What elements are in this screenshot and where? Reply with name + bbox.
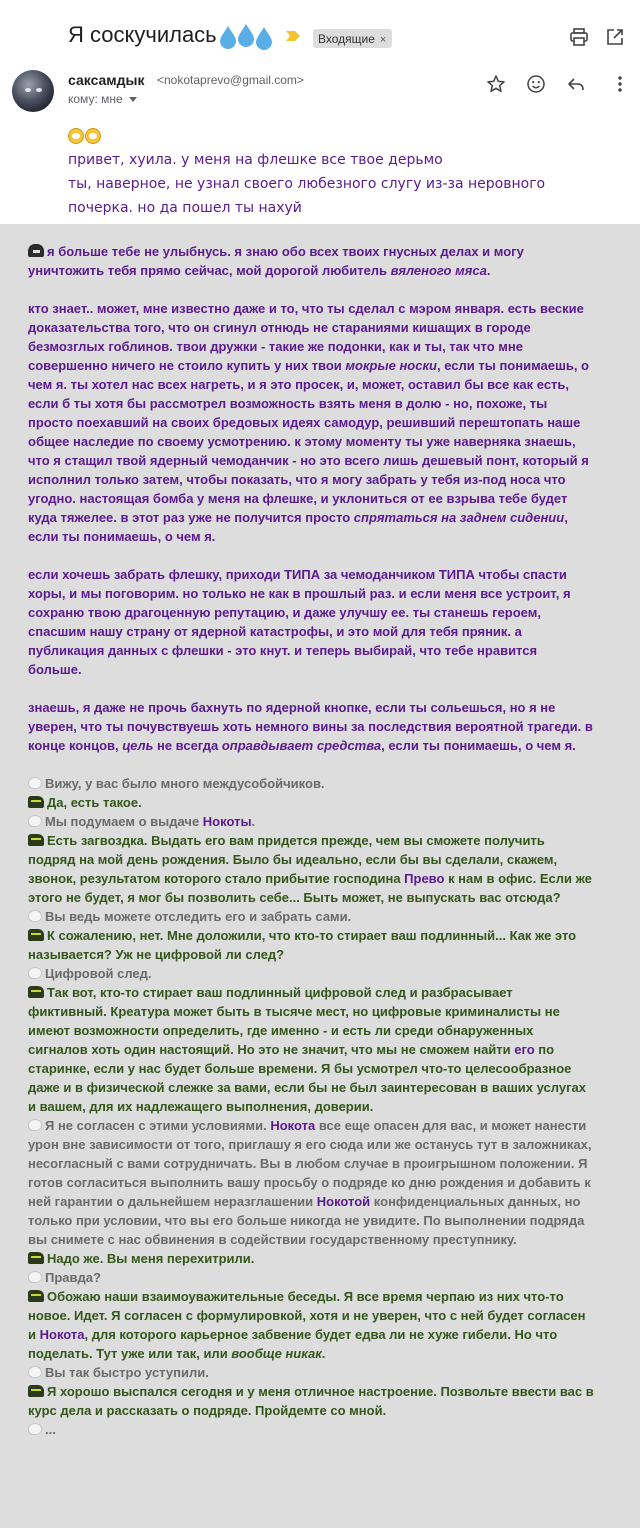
reply-icon[interactable]: [566, 74, 586, 94]
light-character-icon: [28, 910, 42, 922]
dialogue-line: К сожалению, нет. Мне доложили, что кто-то стирает ваш подлинный... Как же это называется? Уж не цифровой ли след?: [28, 928, 577, 962]
light-character-icon: [28, 1423, 42, 1435]
letter-paragraph-1: я больше тебе не улыбнусь. я знаю обо всех твоих гнусных делах и могу уничтожить тебя прямо сейчас, мой дорогой любитель вяленого мяса.: [28, 244, 524, 278]
dialogue-line: ...: [28, 1420, 594, 1439]
light-character-icon: [28, 815, 42, 827]
light-character-icon: [28, 1271, 42, 1283]
more-vert-icon[interactable]: [610, 74, 630, 94]
dialogue-line: Да, есть такое.: [28, 793, 594, 812]
sender-email: <nokotaprevo@gmail.com>: [157, 73, 304, 87]
intro-line-2: ты, наверное, не узнал своего любезного слугу из-за неровного: [68, 176, 546, 192]
recipient-line[interactable]: [68, 92, 137, 106]
intro-line-1: привет, хуила. у меня на флешке все твое дерьмо: [68, 152, 443, 168]
open-in-new-window-icon[interactable]: [605, 27, 625, 47]
recipient-text: кому: мне: [68, 92, 123, 106]
dialogue-line: Надо же. Вы меня перехитрили.: [28, 1249, 594, 1268]
dark-character-icon: [28, 986, 44, 998]
dialogue-line: Обожаю наши взаимоуважительные беседы. Я все время черпаю из них что-то новое. Идет. Я согласен с формулировкой, хотя и не уверен, что с ней будет согласен и Нокота, для которого карьерное забвение будет едва ли не хуже гибели. Но что поделать. Тут уже или так, или вообще никак.: [28, 1289, 586, 1361]
inbox-label-chip: [313, 29, 392, 48]
remove-label-button[interactable]: ×: [379, 34, 387, 46]
dialogue-line: Мы подумаем о выдаче Нокоты.: [28, 812, 594, 831]
sender-name[interactable]: саксамдык: [68, 72, 145, 88]
star-icon[interactable]: [486, 74, 506, 94]
letter-paragraph-4: знаешь, я даже не прочь бахнуть по ядерной кнопке, если ты сольешься, но я не уверен, что ты почувствуешь хоть немного вины за последствия вероятной трагеди. в конце концов, цель не всегда оправдывает средства, если ты понимаешь, о чем я.: [28, 700, 593, 753]
dialogue-line: Правда?: [28, 1268, 594, 1287]
emoji-reaction-icon[interactable]: [526, 74, 546, 94]
light-character-icon: [28, 967, 42, 979]
dialogue-line: Есть загвоздка. Выдать его вам придется прежде, чем вы сможете получить подряд на мой день рождения. Было бы идеально, если бы вы сделали, скажем, звонок, результатом которого стало прибытие господина Прево к нам в офис. Если же этого не будет, я мог бы позволить себе... Быть может, не выпускать вас отсюда?: [28, 833, 592, 905]
sweat-droplets-emoji: [220, 24, 272, 50]
flushed-face-emoji: [68, 124, 628, 148]
light-character-icon: [28, 1366, 42, 1378]
email-subject: Я соскучилась: [68, 22, 217, 47]
dialogue: [28, 774, 594, 1439]
dark-character-icon: [28, 1385, 44, 1397]
dark-character-icon: [28, 1290, 44, 1302]
avatar[interactable]: [12, 70, 54, 112]
message-intro: [68, 124, 628, 220]
character-head-icon: [28, 244, 44, 257]
inbox-label-text: Входящие: [318, 32, 375, 46]
dialogue-line: Я хорошо выспался сегодня и у меня отличное настроение. Позвольте ввести вас в курс дела и рассказать о подряде. Пройдемте со мной.: [28, 1384, 594, 1418]
letter-paragraph-2: кто знает.. может, мне известно даже и то, что ты сделал с мэром января. есть веские доказательства того, что он сгинул отнюдь не стараниями кишащих в городе безмозглых гоблинов. твои дружки - такие же подонки, как и ты, так что мне совершенно ничего не стоило купить у них твои мокрые носки, если ты понимаешь, о чем я. ты хотел нас всех нагреть, и я это просек, и, может, оставил бы все как есть, если б ты хотя бы рассмотрел возможность взять меня в долю - но, похоже, ты просто поехавший на своих бредовых идеях самодур, решивший перештопать наше общее наследие по своему усмотрению. к этому моменту ты уже наверняка знаешь, что я стащил твой ядерный чемоданчик - но это всего лишь дешевый понт, который я исполнил только затем, чтобы показать, что я могу забрать у тебя из-под носа что угодно. настоящая бомба у меня на флешке, и уклониться от ее взрыва тебе будет куда тяжелее. в этот раз уже не получится просто спрятаться на заднем сидении, если ты понимаешь, о чем я.: [28, 301, 589, 544]
dialogue-line: Вы ведь можете отследить его и забрать сами.: [28, 907, 594, 926]
print-icon[interactable]: [569, 27, 589, 47]
dialogue-line: Я не согласен с этими условиями. Нокота все еще опасен для вас, и может нанести урон вне зависимости от того, приглашу я его сюда или же останусь тут в заложниках, несогласный с вами сотрудничать. Вы в любом случае в проигрышном положении. Я готов согласиться выполнить вашу просьбу о подряде ко дню рождения и добавить к ней гарантии о дальнейшем неразглашении Нокотой конфиденциальных данных, но только при условии, что вы его больше никогда не увидите. По выполнении подряда вы снимете с нас обвинения в содействии государственному преступнику.: [28, 1118, 592, 1247]
light-character-icon: [28, 777, 42, 789]
dialogue-line: Вижу, у вас было много междусобойчиков.: [28, 774, 594, 793]
dialogue-line: Так вот, кто-то стирает ваш подлинный цифровой след и разбрасывает фиктивный. Креатура может быть в тысяче мест, но цифровые криминалисты не имеют возможности определить, где именно - и есть ли среди обнаруженных сигналов хоть один настоящий. Но это не значит, что мы не сможем найти его по старинке, если у нас будет больше времени. Я бы усмотрел что-то целесообразное даже и в физической слежке за вами, если бы не был заинтересован в ваших услугах и вашем, для их надлежащего выполнения, доверии.: [28, 985, 586, 1114]
dark-character-icon: [28, 929, 44, 941]
light-character-icon: [28, 1119, 42, 1131]
letter-paragraph-3: если хочешь забрать флешку, приходи ТИПА за чемоданчиком ТИПА чтобы спасти хоры, и мы поговорим. но только не как в прошлый раз. и если меня все устроит, я сохраню твою драгоценную репутацию, и даже улучшу ее. ты станешь героем, спасшим нашу страну от ядерной катастрофы, и это мой для тебя пряник. а публикация данных с флешки - это кнут. и теперь выбирай, что тебе нравится больше.: [28, 567, 571, 677]
intro-line-3: почерка. но да пошел ты нахуй: [68, 200, 302, 216]
importance-marker-icon[interactable]: [286, 31, 300, 41]
dialogue-line: Вы так быстро уступили.: [28, 1363, 594, 1382]
dialogue-line: Цифровой след.: [28, 964, 594, 983]
dark-character-icon: [28, 1252, 44, 1264]
dark-character-icon: [28, 796, 44, 808]
letter-body: [28, 242, 594, 1439]
dark-character-icon: [28, 834, 44, 846]
chevron-down-icon[interactable]: [129, 97, 137, 102]
email-header: [0, 0, 640, 60]
